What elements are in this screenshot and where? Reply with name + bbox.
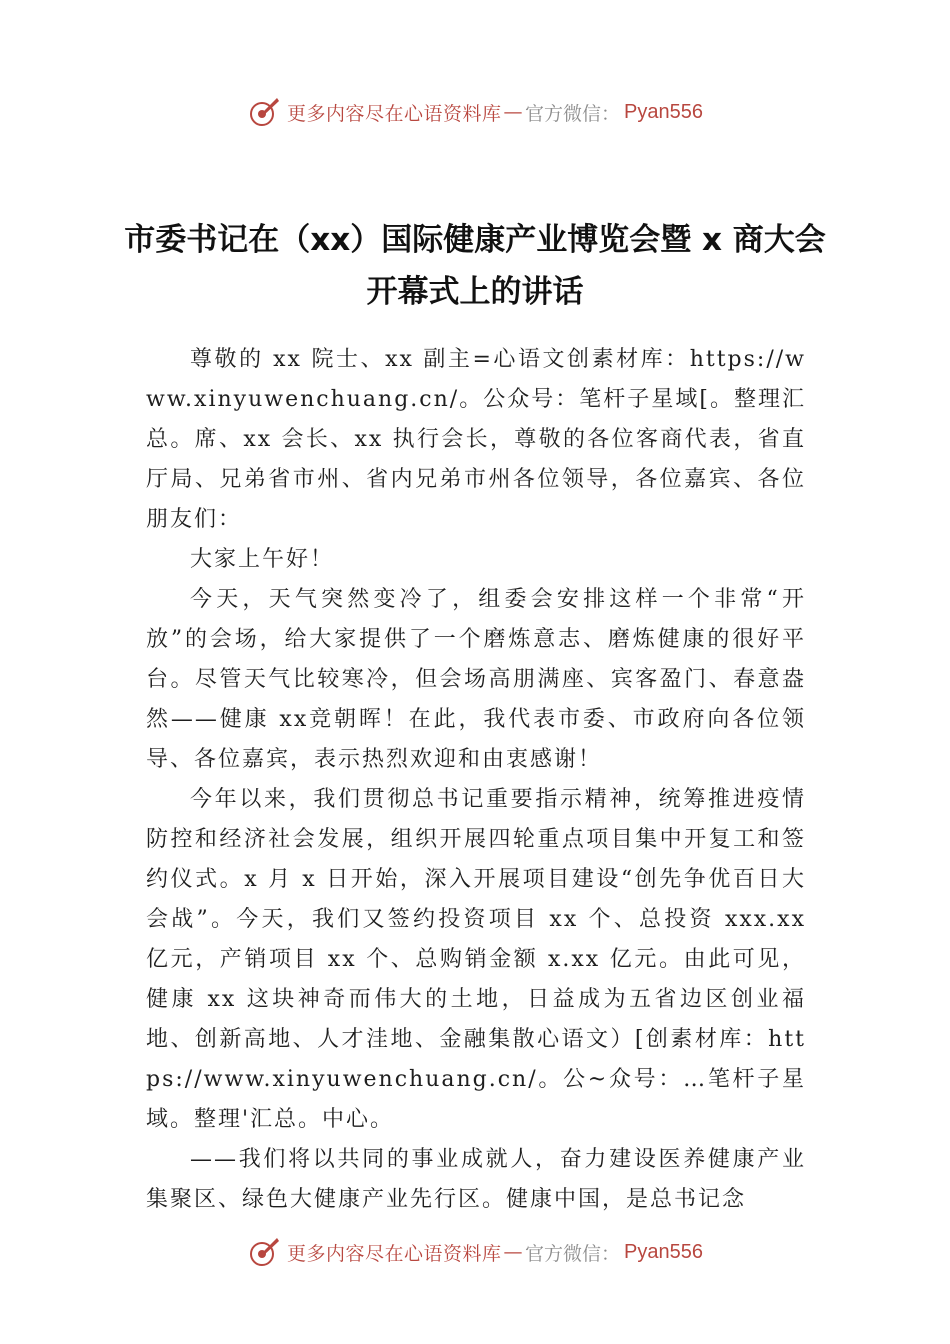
paragraph-welcome: 今天，天气突然变冷了，组委会安排这样一个非常“开放”的会场，给大家提供了一个磨炼意志、磨炼健康的很好平台。尽管天气比较寒冷，但会场高朋满座、宾客盈门、春意盎然——健康 xx竞朝晖！在此，我代表市委、市政府向各位领导、各位嘉宾，表示热烈欢迎和由衷感谢！ (146, 587, 806, 772)
quill-logo-icon (247, 1235, 281, 1269)
promo-text: 更多内容尽在心语资料库 (287, 1242, 502, 1265)
banner-separator: — (503, 1241, 524, 1263)
wechat-id: Pyan556 (624, 100, 703, 123)
wechat-label: 官方微信： (525, 1242, 621, 1265)
header-banner (0, 92, 950, 132)
paragraph-salutation: 尊敬的 xx 院士、xx 副主=心语文创素材库：https://www.xinyuwenchuang.cn/。公众号：笔杆子星域[。整理汇总。席、xx 会长、xx 执行会长，尊敬的各位客商代表，省直厅局、兄弟省市州、省内兄弟市州各位领导，各位嘉宾、各位朋友们： (146, 347, 806, 532)
paragraph-greeting: 大家上午好！ (190, 547, 335, 572)
promo-text: 更多内容尽在心语资料库 (287, 102, 502, 125)
paragraph-progress: 今年以来，我们贯彻总书记重要指示精神，统筹推进疫情防控和经济社会发展，组织开展四轮重点项目集中开复工和签约仪式。x 月 x 日开始，深入开展项目建设“创先争优百日大会战”。今天，我们又签约投资项目 xx 个、总投资 xxx.xx 亿元，产销项目 xx 个、总购销金额 x.xx 亿元。由此可见，健康 xx 这块神奇而伟大的土地，日益成为五省边区创业福地、创新高地、人才洼地、金融集散心语文）[创素材库：https://www.xinyuwenchuang.cn/。公~众号：…笔杆子星域。整理'汇总。中心。 (146, 787, 806, 1132)
document-title: 市委书记在（xx）国际健康产业博览会暨 x 商大会开幕式上的讲话 (124, 222, 826, 310)
banner-separator: — (503, 101, 524, 123)
wechat-label: 官方微信： (525, 102, 621, 125)
document-body (146, 340, 806, 1220)
wechat-id: Pyan556 (624, 1240, 703, 1263)
paragraph-commitment: ——我们将以共同的事业成就人，奋力建设医养健康产业集聚区、绿色大健康产业先行区。健康中国，是总书记念 (146, 1147, 806, 1212)
footer-banner (0, 1232, 950, 1272)
quill-logo-icon (247, 95, 281, 129)
